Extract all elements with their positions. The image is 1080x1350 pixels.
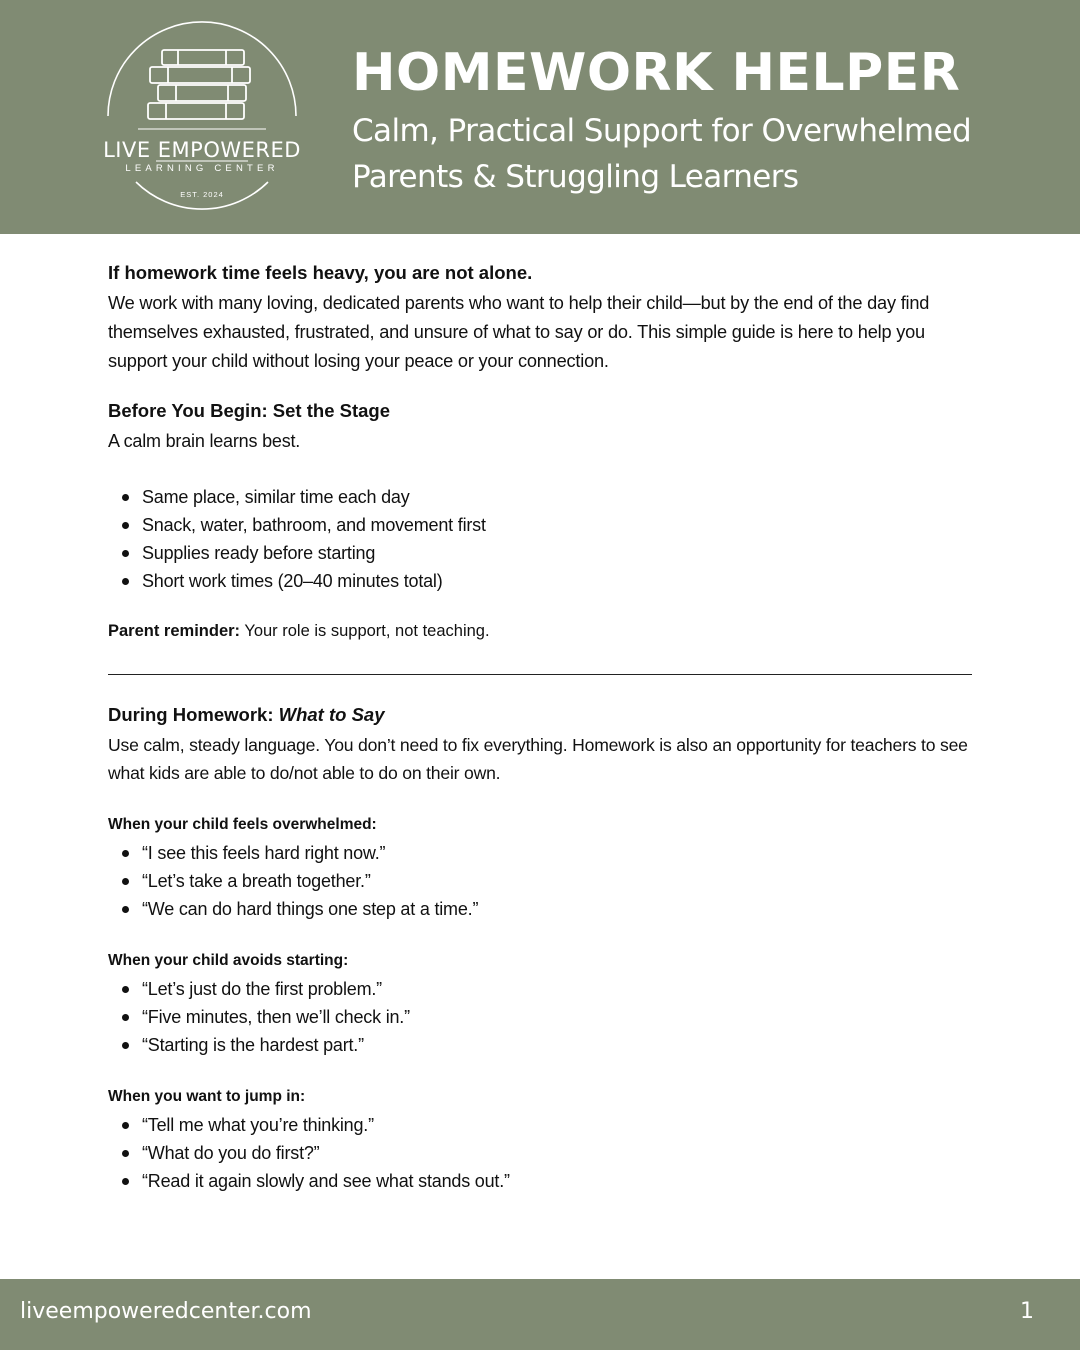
- during-heading-plain: During Homework:: [108, 704, 279, 725]
- before-heading: Before You Begin: Set the Stage: [108, 400, 390, 421]
- logo: [86, 20, 318, 216]
- list-item: “Let’s take a breath together.”: [108, 867, 478, 895]
- during-paragraph: Use calm, steady language. You don’t need to fix everything. Homework is also an opportunity for teachers to see what kids are able to do/not able to do on their own.: [108, 735, 968, 783]
- list-item: “Read it again slowly and see what stands out.”: [108, 1167, 510, 1195]
- books-emblem-icon: [86, 20, 318, 216]
- header-band: [0, 0, 1080, 234]
- intro-heading: If homework time feels heavy, you are not alone.: [108, 262, 533, 283]
- list-item: “I see this feels hard right now.”: [108, 839, 478, 867]
- jump-in-list: [108, 1111, 510, 1195]
- list-item: “Tell me what you’re thinking.”: [108, 1111, 510, 1139]
- logo-subtitle: LEARNING CENTER: [125, 163, 279, 174]
- intro-paragraph: We work with many loving, dedicated parents who want to help their child—but by the end of the day find themselves exhausted, frustrated, and unsure of what to say or do. This simple guide is here to help you support your child without losing your peace or your connection.: [108, 293, 930, 371]
- before-lead: A calm brain learns best.: [108, 431, 301, 451]
- logo-brand: LIVE EMPOWERED: [103, 138, 301, 162]
- list-item: “Let’s just do the first problem.”: [108, 975, 410, 1003]
- page-number: 1: [1020, 1299, 1034, 1324]
- list-item: “We can do hard things one step at a time.”: [108, 895, 478, 923]
- overwhelmed-list: [108, 839, 478, 923]
- during-heading: [108, 704, 385, 726]
- list-item: Supplies ready before starting: [108, 539, 486, 567]
- group-heading-overwhelmed: When your child feels overwhelmed:: [108, 816, 377, 833]
- list-item: Snack, water, bathroom, and movement first: [108, 511, 486, 539]
- page-subtitle: Calm, Practical Support for Overwhelmed Parents & Struggling Learners: [352, 113, 972, 195]
- avoids-list: [108, 975, 410, 1059]
- footer-band: [0, 1279, 1080, 1350]
- parent-reminder: [108, 622, 490, 641]
- list-item: Same place, similar time each day: [108, 483, 486, 511]
- list-item: “Starting is the hardest part.”: [108, 1031, 410, 1059]
- before-list: [108, 483, 486, 595]
- during-heading-italic: What to Say: [278, 704, 385, 725]
- list-item: “Five minutes, then we’ll check in.”: [108, 1003, 410, 1031]
- reminder-label: Parent reminder:: [108, 622, 241, 640]
- group-heading-jump-in: When you want to jump in:: [108, 1088, 306, 1105]
- reminder-text: Your role is support, not teaching.: [240, 622, 490, 640]
- group-heading-avoids: When your child avoids starting:: [108, 952, 349, 969]
- logo-established: EST. 2024: [180, 190, 224, 199]
- list-item: “What do you do first?”: [108, 1139, 510, 1167]
- page-title: HOMEWORK HELPER: [352, 43, 961, 103]
- section-divider: [108, 674, 972, 675]
- footer-website: liveempoweredcenter.com: [20, 1299, 312, 1324]
- list-item: Short work times (20–40 minutes total): [108, 567, 486, 595]
